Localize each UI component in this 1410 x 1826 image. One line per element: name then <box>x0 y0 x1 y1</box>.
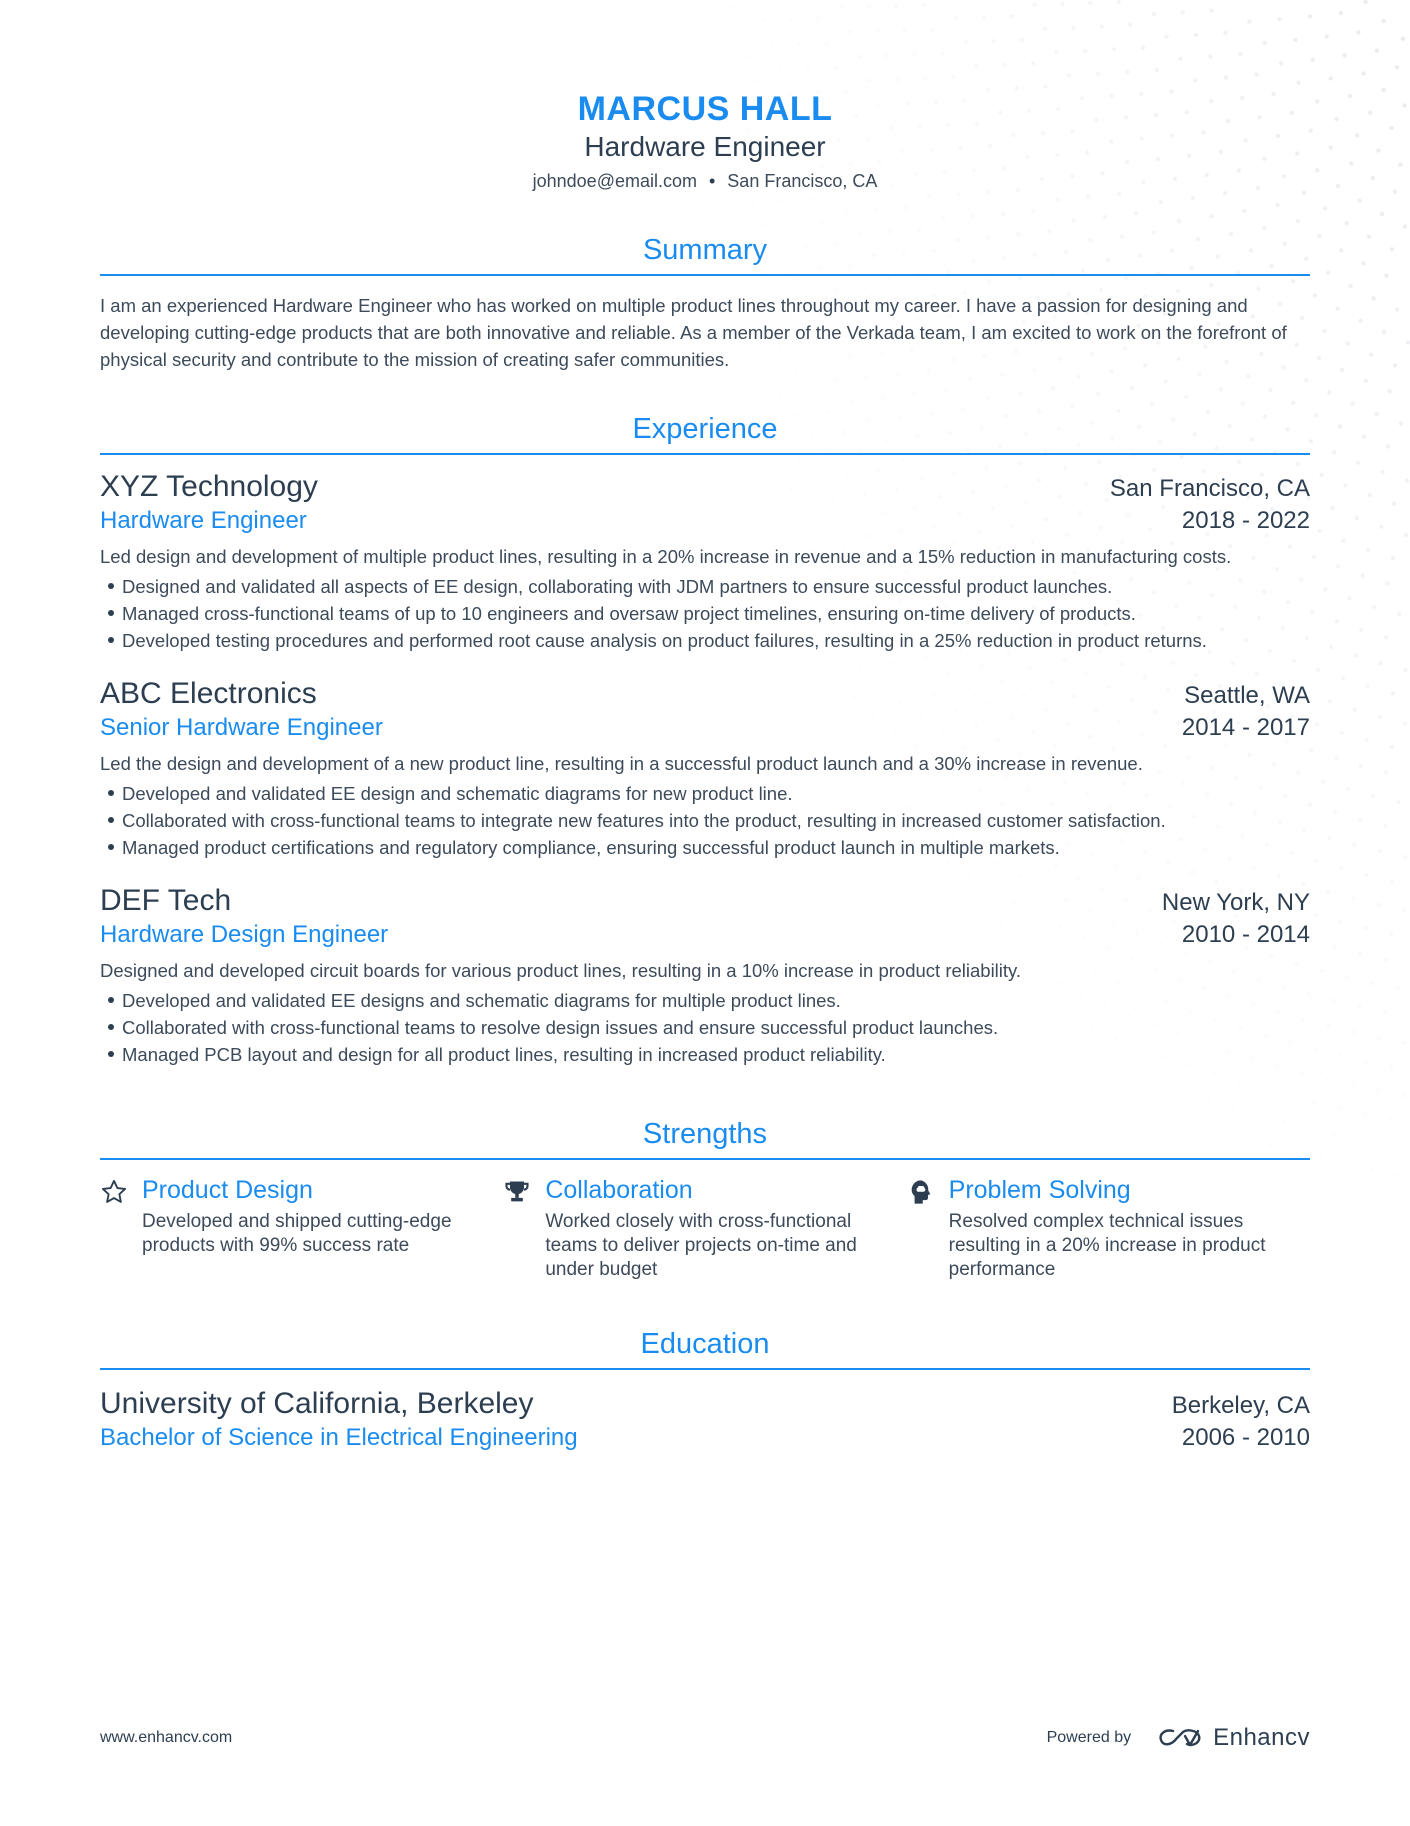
job-bullet: Developed and validated EE designs and schematic diagrams for multiple product lines. <box>100 987 1310 1014</box>
summary-heading: Summary <box>100 232 1310 276</box>
strength-item <box>907 1174 1310 1282</box>
job-bullet: Developed and validated EE design and schematic diagrams for new product line. <box>100 780 1310 807</box>
powered-by-label: Powered by <box>1046 1729 1132 1746</box>
summary-section <box>100 232 1310 373</box>
strengths-list <box>100 1174 1310 1282</box>
job-description: Led design and development of multiple product lines, resulting in a 20% increase in revenue and a 15% reduction in manufacturing costs. <box>100 546 1232 567</box>
enhancv-logo[interactable] <box>1157 1724 1310 1752</box>
company-name: DEF Tech <box>100 884 232 917</box>
degree: Bachelor of Science in Electrical Engineering <box>100 1424 578 1451</box>
company-name: ABC Electronics <box>100 677 317 710</box>
job-bullet: Collaborated with cross-functional teams to integrate new features into the product, resulting in increased customer satisfaction. <box>100 807 1310 834</box>
job-location: Seattle, WA <box>1184 682 1310 709</box>
strength-title: Collaboration <box>545 1176 693 1204</box>
star-icon <box>100 1174 142 1282</box>
job-dates: 2018 - 2022 <box>1181 507 1310 534</box>
trophy-icon <box>503 1174 545 1282</box>
job-role: Hardware Engineer <box>100 507 307 534</box>
job-description: Designed and developed circuit boards for various product lines, resulting in a 10% increase in product reliability. <box>100 960 1022 981</box>
resume-header <box>100 88 1310 192</box>
resume-content <box>100 88 1310 1454</box>
job-entry <box>100 676 1310 861</box>
job-bullet: Managed cross-functional teams of up to 10 engineers and oversaw project timelines, ensuring on-time delivery of products. <box>100 600 1310 627</box>
contact-line <box>100 170 1310 192</box>
job-bullets <box>100 780 1310 861</box>
strength-title: Problem Solving <box>948 1176 1131 1204</box>
company-name: XYZ Technology <box>100 470 318 503</box>
job-bullet: Designed and validated all aspects of EE design, collaborating with JDM partners to ensure successful product launches. <box>100 573 1310 600</box>
education-entry <box>100 1386 1310 1454</box>
job-role: Hardware Design Engineer <box>100 921 389 948</box>
experience-heading: Experience <box>100 411 1310 455</box>
brand-name: Enhancv <box>1213 1724 1310 1751</box>
job-bullet: Developed testing procedures and performed root cause analysis on product failures, resulting in a 25% reduction in product returns. <box>100 627 1310 654</box>
education-dates: 2006 - 2010 <box>1181 1424 1310 1451</box>
job-bullets <box>100 987 1310 1068</box>
job-dates: 2014 - 2017 <box>1181 714 1310 741</box>
job-bullet: Managed product certifications and regulatory compliance, ensuring successful product launch in multiple markets. <box>100 834 1310 861</box>
strength-description: Developed and shipped cutting-edge products with 99% success rate <box>142 1211 452 1256</box>
job-entry <box>100 883 1310 1068</box>
strength-description: Resolved complex technical issues resulting in a 20% increase in product performance <box>948 1211 1266 1280</box>
summary-text: I am an experienced Hardware Engineer who has worked on multiple product lines throughout my career. I have a passion for designing and developing cutting-edge products that are both innovative and reliable. As a member of the Verkada team, I am excited to work on the forefront of physical security and contribute to the mission of creating safer communities. <box>100 295 1287 370</box>
strengths-heading: Strengths <box>100 1116 1310 1160</box>
footer-branding <box>1047 1724 1310 1752</box>
education-section <box>100 1326 1310 1454</box>
job-entry <box>100 469 1310 654</box>
separator-dot: • <box>708 171 716 191</box>
strength-title: Product Design <box>142 1176 313 1204</box>
experience-section <box>100 411 1310 1068</box>
strength-item <box>503 1174 906 1282</box>
job-location: San Francisco, CA <box>1109 475 1310 502</box>
candidate-name: MARCUS HALL <box>577 90 833 128</box>
job-role: Senior Hardware Engineer <box>100 714 383 741</box>
enhancv-logo-icon <box>1157 1726 1203 1750</box>
job-bullets <box>100 573 1310 654</box>
head-brain-icon <box>907 1174 949 1282</box>
job-bullet: Collaborated with cross-functional teams to resolve design issues and ensure successful product launches. <box>100 1014 1310 1041</box>
strength-item <box>100 1174 503 1282</box>
school-location: Berkeley, CA <box>1171 1392 1310 1419</box>
footer-website[interactable]: www.enhancv.com <box>100 1729 233 1746</box>
strengths-section <box>100 1116 1310 1282</box>
job-list <box>100 469 1310 1068</box>
contact-location: San Francisco, CA <box>727 171 878 191</box>
job-description: Led the design and development of a new product line, resulting in a successful product launch and a 30% increase in revenue. <box>100 753 1143 774</box>
job-location: New York, NY <box>1161 889 1310 916</box>
contact-email[interactable]: johndoe@email.com <box>532 171 697 191</box>
education-heading: Education <box>100 1326 1310 1370</box>
candidate-title: Hardware Engineer <box>584 131 826 162</box>
school-name: University of California, Berkeley <box>100 1387 534 1420</box>
footer <box>100 1724 1310 1752</box>
strength-description: Worked closely with cross-functional teams to deliver projects on-time and under budget <box>545 1211 857 1280</box>
job-bullet: Managed PCB layout and design for all product lines, resulting in increased product reliability. <box>100 1041 1310 1068</box>
job-dates: 2010 - 2014 <box>1181 921 1310 948</box>
